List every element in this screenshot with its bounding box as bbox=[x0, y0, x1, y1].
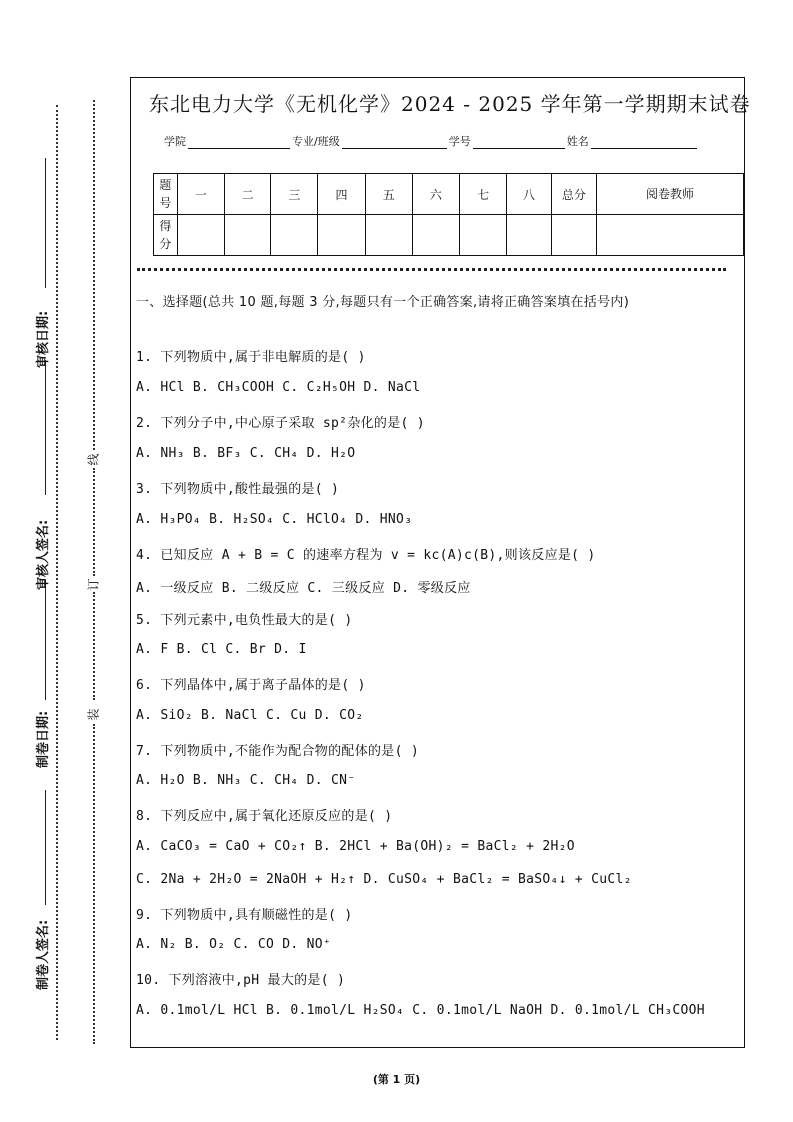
college-label: 学院 bbox=[164, 135, 186, 148]
score-cell-7[interactable] bbox=[460, 215, 507, 256]
options-2: A. NH₃ B. BF₃ C. CH₄ D. H₂O bbox=[136, 446, 356, 461]
author-sign-line bbox=[45, 790, 46, 905]
options-8a: A. CaCO₃ = CaO + CO₂↑ B. 2HCl + Ba(OH)₂ = BaCl₂ + 2H₂O bbox=[136, 839, 575, 854]
col-1: 一 bbox=[177, 174, 224, 215]
score-cell-6[interactable] bbox=[412, 215, 459, 256]
score-table bbox=[153, 173, 744, 256]
col-6: 六 bbox=[412, 174, 459, 215]
question-2: 2. 下列分子中,中心原子采取 sp²杂化的是( ) bbox=[136, 416, 425, 431]
options-6: A. SiO₂ B. NaCl C. Cu D. CO₂ bbox=[136, 708, 364, 723]
question-4: 4. 已知反应 A + B = C 的速率方程为 v = kc(A)c(B),则该反应是( ) bbox=[136, 548, 596, 563]
col-grader: 阅卷教师 bbox=[597, 174, 744, 215]
question-7: 7. 下列物质中,不能作为配合物的配体的是( ) bbox=[136, 744, 419, 759]
col-8: 八 bbox=[507, 174, 552, 215]
dotted-cut-line-outer bbox=[56, 105, 58, 1040]
options-9: A. N₂ B. O₂ C. CO D. NO⁺ bbox=[136, 937, 332, 952]
score-cell-total[interactable] bbox=[551, 215, 596, 256]
question-8: 8. 下列反应中,属于氧化还原反应的是( ) bbox=[136, 809, 393, 824]
binding-mark-bind: 装 bbox=[86, 708, 101, 721]
binding-mark-line: 线 bbox=[86, 453, 101, 466]
name-label: 姓名 bbox=[566, 135, 589, 148]
score-cell-5[interactable] bbox=[365, 215, 412, 256]
question-number-header: 题号 bbox=[154, 174, 178, 215]
question-10: 10. 下列溶液中,pH 最大的是( ) bbox=[136, 973, 346, 988]
dotted-binding-line-3 bbox=[93, 592, 95, 700]
score-cell-3[interactable] bbox=[271, 215, 318, 256]
options-5: A. F B. Cl C. Br D. I bbox=[136, 642, 307, 657]
options-1: A. HCl B. CH₃COOH C. C₂H₅OH D. NaCl bbox=[136, 380, 421, 395]
options-7: A. H₂O B. NH₃ C. CH₄ D. CN⁻ bbox=[136, 773, 356, 788]
dotted-binding-line bbox=[93, 100, 95, 450]
options-8b: C. 2Na + 2H₂O = 2NaOH + H₂↑ D. CuSO₄ + BaCl₂ = BaSO₄↓ + CuCl₂ bbox=[136, 872, 632, 887]
reviewer-sign-label: 审核人签名: bbox=[36, 519, 51, 590]
section-heading: 一、选择题(总共 10 题,每题 3 分,每题只有一个正确答案,请将正确答案填在括号内) bbox=[136, 295, 630, 310]
question-6: 6. 下列晶体中,属于离子晶体的是( ) bbox=[136, 678, 366, 693]
name-field[interactable] bbox=[591, 136, 697, 149]
student-id-label: 学号 bbox=[448, 135, 471, 148]
score-cell-8[interactable] bbox=[507, 215, 552, 256]
score-cell-4[interactable] bbox=[318, 215, 365, 256]
author-date-label: 制卷日期: bbox=[36, 710, 51, 768]
author-date-line bbox=[45, 580, 46, 700]
dotted-binding-line-2 bbox=[93, 468, 95, 576]
col-3: 三 bbox=[271, 174, 318, 215]
author-sign-label: 制卷人签名: bbox=[36, 919, 51, 990]
col-2: 二 bbox=[224, 174, 270, 215]
major-class-label: 专业/班级 bbox=[292, 135, 340, 148]
question-9: 9. 下列物质中,具有顺磁性的是( ) bbox=[136, 908, 353, 923]
exam-title: 东北电力大学《无机化学》2024 - 2025 学年第一学期期末试卷 bbox=[149, 92, 751, 116]
student-id-field[interactable] bbox=[473, 136, 565, 149]
score-table-header-row bbox=[154, 174, 744, 215]
col-5: 五 bbox=[365, 174, 412, 215]
col-7: 七 bbox=[460, 174, 507, 215]
options-10: A. 0.1mol/L HCl B. 0.1mol/L H₂SO₄ C. 0.1mol/L NaOH D. 0.1mol/L CH₃COOH bbox=[136, 1003, 705, 1018]
question-5: 5. 下列元素中,电负性最大的是( ) bbox=[136, 613, 353, 628]
review-date-label: 审核日期: bbox=[36, 310, 51, 368]
dotted-separator bbox=[137, 268, 726, 271]
reviewer-sign-line bbox=[45, 360, 46, 495]
col-total: 总分 bbox=[551, 174, 596, 215]
review-date-line bbox=[45, 158, 46, 288]
score-table-score-row bbox=[154, 215, 744, 256]
exam-frame bbox=[130, 77, 751, 1048]
college-field[interactable] bbox=[188, 136, 290, 149]
score-cell-2[interactable] bbox=[224, 215, 270, 256]
major-class-field[interactable] bbox=[342, 136, 447, 149]
options-3: A. H₃PO₄ B. H₂SO₄ C. HClO₄ D. HNO₃ bbox=[136, 512, 413, 527]
student-info-row bbox=[164, 133, 699, 149]
question-1: 1. 下列物质中,属于非电解质的是( ) bbox=[136, 350, 366, 365]
question-3: 3. 下列物质中,酸性最强的是( ) bbox=[136, 482, 340, 497]
options-4: A. 一级反应 B. 二级反应 C. 三级反应 D. 零级反应 bbox=[136, 581, 471, 596]
page-number: (第 1 页) bbox=[372, 1073, 421, 1086]
col-4: 四 bbox=[318, 174, 365, 215]
dotted-binding-line-4 bbox=[93, 724, 95, 1044]
score-cell-1[interactable] bbox=[177, 215, 224, 256]
binding-mark-order: 订 bbox=[86, 578, 101, 591]
score-header: 得分 bbox=[154, 215, 178, 256]
score-cell-grader[interactable] bbox=[597, 215, 744, 256]
